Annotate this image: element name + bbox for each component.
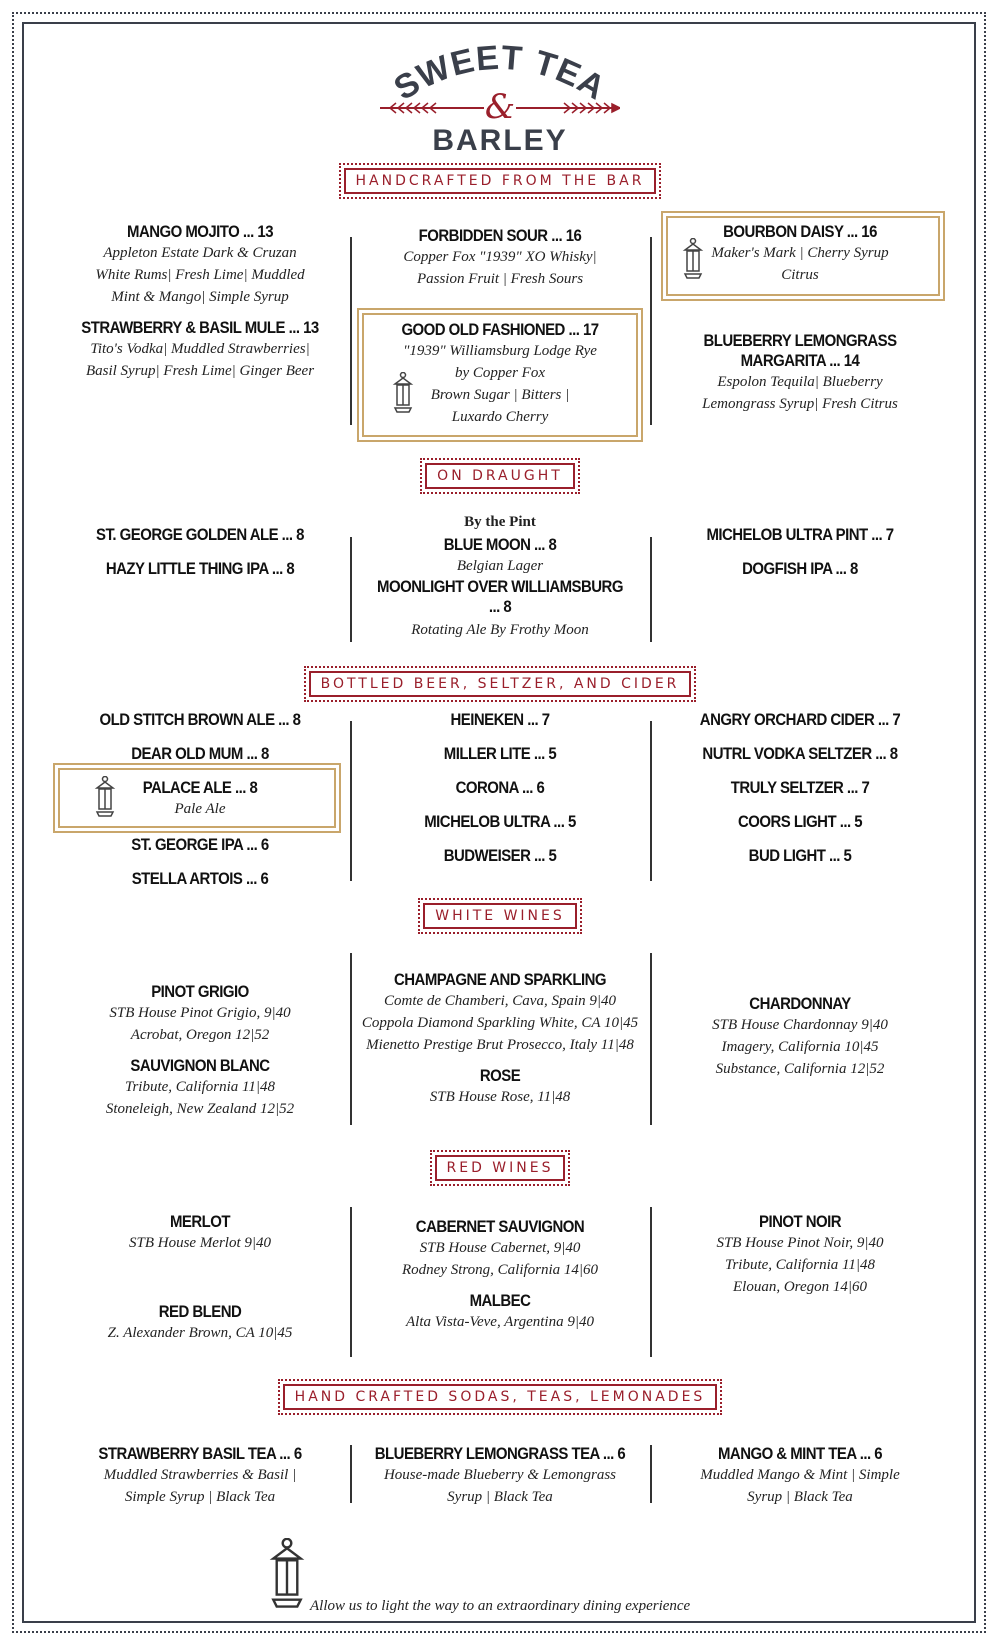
item-name: BLUEBERRY LEMONGRASS (703, 331, 897, 350)
item-desc: Substance, California 12|52 (715, 1061, 885, 1077)
item-desc: STB House Cabernet, 9|40 (419, 1240, 581, 1256)
draught-subheader: By the Pint (464, 514, 536, 530)
item-desc: STB House Merlot 9|40 (128, 1235, 272, 1251)
item-name: DOGFISH IPA ... 8 (742, 559, 858, 578)
lantern-icon (682, 238, 704, 280)
menu-item (345, 226, 655, 290)
item-name: MANGO & MINT TEA ... 6 (717, 1444, 883, 1463)
red-column-2 (345, 1217, 655, 1343)
item-name: NUTRL VODKA SELTZER ... 8 (702, 744, 898, 763)
item-name: MERLOT (169, 1212, 230, 1231)
red-column-1 (60, 1212, 340, 1354)
item-desc: "1939" Williamsburg Lodge Rye (403, 343, 597, 359)
red-column-3 (660, 1212, 940, 1308)
item-name: ST. GEORGE IPA ... 6 (131, 835, 269, 854)
footer-lantern-icon (268, 1538, 306, 1610)
menu-item (60, 1302, 340, 1344)
item-desc: Copper Fox "1939" XO Whisky| (403, 249, 597, 265)
draught-column-3 (660, 525, 940, 589)
menu-item (60, 710, 340, 744)
item-desc: Tribute, California 11|48 (724, 1257, 876, 1273)
menu-item (60, 1056, 340, 1120)
footer-tagline: Allow us to light the way to an extraordinary dining experience (310, 1598, 691, 1614)
draught-column-2 (345, 514, 655, 641)
brand-ampersand: & (484, 87, 516, 127)
item-name: STRAWBERRY & BASIL MULE ... 13 (81, 318, 319, 337)
item-desc: Citrus (781, 267, 819, 283)
section-draught-title: ON DRAUGHT (425, 463, 575, 489)
item-name: BUDWEISER ... 5 (443, 846, 557, 865)
item-desc: Stoneleigh, New Zealand 12|52 (105, 1101, 295, 1117)
menu-item (60, 744, 340, 778)
item-name: MARGARITA ... 14 (740, 351, 860, 370)
brand-line1: SWEET TEA (387, 38, 613, 108)
section-sodas-title: HAND CRAFTED SODAS, TEAS, LEMONADES (283, 1384, 718, 1410)
item-desc: Alta Vista-Veve, Argentina 9|40 (406, 1314, 594, 1330)
item-desc: Comte de Chamberi, Cava, Spain 9|40 (383, 993, 617, 1009)
item-desc: Rotating Ale By Frothy Moon (411, 622, 589, 638)
item-desc: Passion Fruit | Fresh Sours (416, 271, 584, 287)
brand-logo-svg (380, 38, 620, 158)
item-desc: Tito's Vodka| Muddled Strawberries| (90, 341, 310, 357)
item-name: ANGRY ORCHARD CIDER ... 7 (699, 710, 901, 729)
menu-item (660, 994, 940, 1080)
menu-item (60, 1212, 340, 1254)
item-name: FORBIDDEN SOUR ... 16 (418, 226, 582, 245)
section-white-banner (0, 903, 1000, 929)
bottled-column-3 (660, 710, 940, 880)
item-name: MANGO MOJITO ... 13 (127, 222, 273, 241)
item-desc: Syrup | Black Tea (747, 1489, 853, 1505)
menu-item (345, 846, 655, 880)
draught-column-1 (60, 525, 340, 589)
item-name: PINOT GRIGIO (151, 982, 249, 1001)
item-name: GOOD OLD FASHIONED ... 17 (401, 320, 599, 339)
item-name: MICHELOB ULTRA ... 5 (424, 812, 576, 831)
section-bottled-banner (0, 671, 1000, 697)
item-desc: Luxardo Cherry (451, 409, 549, 425)
item-desc: Simple Syrup | Black Tea (124, 1489, 276, 1505)
item-name: CABERNET SAUVIGNON (415, 1217, 585, 1236)
item-name: DEAR OLD MUM ... 8 (131, 744, 269, 763)
item-desc: Acrobat, Oregon 12|52 (130, 1027, 270, 1043)
menu-item (345, 710, 655, 744)
item-name: BUD LIGHT ... 5 (748, 846, 852, 865)
item-desc: Brown Sugar | Bitters | (430, 387, 570, 403)
item-desc: Maker's Mark | Cherry Syrup (711, 245, 889, 261)
menu-item (345, 812, 655, 846)
item-desc: Z. Alexander Brown, CA 10|45 (107, 1325, 293, 1341)
bar-column-2 (345, 226, 655, 300)
item-desc: Espolon Tequila| Blueberry (717, 374, 883, 390)
white-column-3 (660, 994, 940, 1090)
item-desc: House-made Blueberry & Lemongrass (383, 1467, 617, 1483)
lantern-icon (392, 372, 414, 414)
item-name: HAZY LITTLE THING IPA ... 8 (105, 559, 295, 578)
menu-item (60, 559, 340, 579)
section-draught-banner (0, 463, 1000, 489)
menu-item (660, 559, 940, 579)
menu-item (60, 982, 340, 1046)
menu-item (660, 846, 940, 880)
item-desc: Muddled Strawberries & Basil | (103, 1467, 297, 1483)
menu-item (345, 1217, 655, 1281)
item-name: PINOT NOIR (758, 1212, 841, 1231)
item-desc: Lemongrass Syrup| Fresh Citrus (702, 396, 898, 412)
menu-item (60, 835, 340, 869)
menu-item (660, 778, 940, 812)
item-name: CHARDONNAY (749, 994, 851, 1013)
menu-item (60, 525, 340, 545)
item-desc: STB House Rose, 11|48 (429, 1089, 571, 1105)
menu-item (345, 778, 655, 812)
item-name: OLD STITCH BROWN ALE ... 8 (99, 710, 301, 729)
item-desc: Pale Ale (174, 801, 226, 817)
sodas-column-3 (660, 1444, 940, 1508)
item-desc: STB House Pinot Grigio, 9|40 (109, 1005, 291, 1021)
item-name: TRULY SELTZER ... 7 (730, 778, 870, 797)
item-name: COORS LIGHT ... 5 (737, 812, 863, 831)
section-bar-banner (0, 168, 1000, 194)
item-name: ST. GEORGE GOLDEN ALE ... 8 (96, 525, 304, 544)
bottled-column-2 (345, 710, 655, 880)
sodas-column-1 (60, 1444, 340, 1508)
item-name: STRAWBERRY BASIL TEA ... 6 (98, 1444, 302, 1463)
section-sodas-banner (0, 1384, 1000, 1410)
item-desc: STB House Chardonnay 9|40 (712, 1017, 888, 1033)
brand-line2: BARLEY (432, 124, 568, 157)
sodas-column-2 (345, 1444, 655, 1508)
item-name: HEINEKEN ... 7 (450, 710, 550, 729)
section-red-banner (0, 1155, 1000, 1181)
item-desc: White Rums| Fresh Lime| Muddled (95, 267, 305, 283)
menu-item (660, 1212, 940, 1298)
menu-item (660, 744, 940, 778)
item-name: MOONLIGHT OVER WILLIAMSBURG (377, 577, 623, 596)
item-desc: Muddled Mango & Mint | Simple (700, 1467, 900, 1483)
item-desc: Rodney Strong, California 14|60 (401, 1262, 599, 1278)
bar-column-1 (60, 222, 340, 392)
item-name: BLUE MOON ... 8 (443, 535, 557, 554)
item-desc: STB House Pinot Noir, 9|40 (716, 1235, 884, 1251)
item-desc: Appleton Estate Dark & Cruzan (103, 245, 297, 261)
item-desc: Tribute, California 11|48 (124, 1079, 276, 1095)
item-name: STELLA ARTOIS ... 6 (131, 869, 269, 888)
brand-logo (380, 38, 620, 158)
item-name: RED BLEND (158, 1302, 242, 1321)
item-name: CORONA ... 6 (455, 778, 545, 797)
item-name: PALACE ALE ... 8 (142, 778, 258, 797)
item-name: MILLER LITE ... 5 (443, 744, 557, 763)
item-desc: Mint & Mango| Simple Syrup (111, 289, 289, 305)
item-name: MICHELOB ULTRA PINT ... 7 (706, 525, 894, 544)
item-name: BOURBON DAISY ... 16 (723, 222, 877, 241)
menu-item (345, 1066, 655, 1108)
bar-column-3 (660, 331, 940, 415)
item-name: SAUVIGNON BLANC (130, 1056, 270, 1075)
section-bottled-title: BOTTLED BEER, SELTZER, AND CIDER (309, 671, 692, 697)
menu-item (345, 1291, 655, 1333)
white-column-1 (60, 982, 340, 1130)
item-desc: Basil Syrup| Fresh Lime| Ginger Beer (85, 363, 315, 379)
item-name: ... 8 (488, 597, 512, 616)
menu-item (660, 710, 940, 744)
item-desc: by Copper Fox (455, 365, 545, 381)
menu-item-featured (60, 778, 340, 835)
menu-item (660, 812, 940, 846)
menu-item (60, 869, 340, 903)
item-name: BLUEBERRY LEMONGRASS TEA ... 6 (374, 1444, 626, 1463)
item-desc: Imagery, California 10|45 (721, 1039, 879, 1055)
item-name: ROSE (479, 1066, 521, 1085)
item-desc: Elouan, Oregon 14|60 (733, 1279, 867, 1295)
item-desc: Mienetto Prestige Brut Prosecco, Italy 11|48 (366, 1037, 634, 1053)
item-name: MALBEC (469, 1291, 531, 1310)
section-red-title: RED WINES (435, 1155, 566, 1181)
item-desc: Coppola Diamond Sparkling White, CA 10|45 (361, 1015, 639, 1031)
item-desc: Syrup | Black Tea (447, 1489, 553, 1505)
menu-item (60, 318, 340, 382)
menu-item (345, 744, 655, 778)
menu-item (60, 222, 340, 308)
section-white-title: WHITE WINES (423, 903, 577, 929)
menu-item (660, 525, 940, 545)
white-column-2 (345, 970, 655, 1118)
menu-item (345, 970, 655, 1056)
bottled-column-1 (60, 710, 340, 903)
item-name: CHAMPAGNE AND SPARKLING (394, 970, 606, 989)
section-bar-title: HANDCRAFTED FROM THE BAR (344, 168, 657, 194)
item-desc: Belgian Lager (456, 558, 544, 574)
